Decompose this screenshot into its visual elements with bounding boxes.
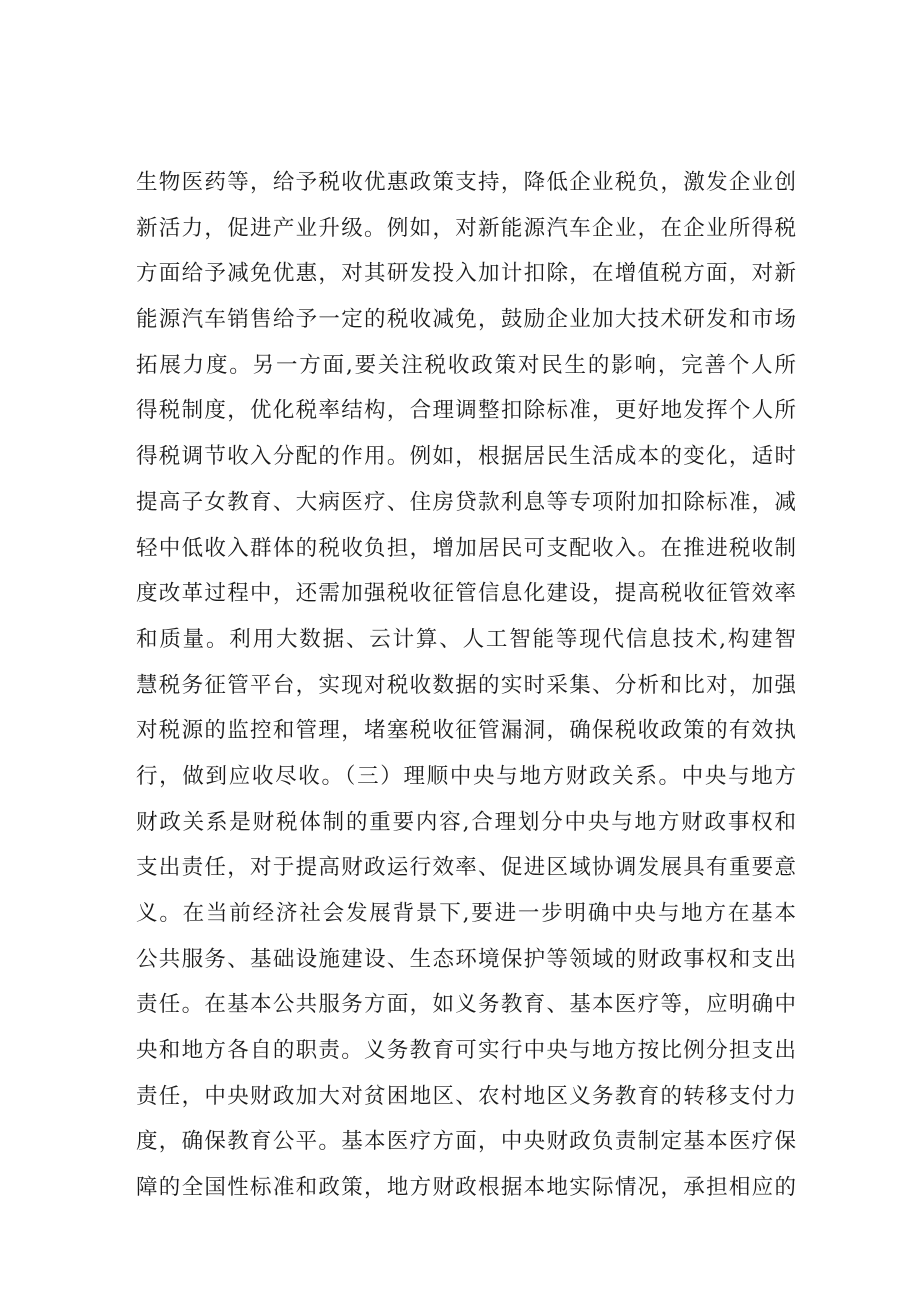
text-line: 新活力，促进产业升级。例如，对新能源汽车企业，在企业所得税 xyxy=(136,215,796,241)
text-line: 慧税务征管平台，实现对税收数据的实时采集、分析和比对，加强 xyxy=(136,672,796,698)
text-line: 义。在当前经济社会发展背景下,要进一步明确中央与地方在基本 xyxy=(136,901,796,926)
body-paragraph xyxy=(136,160,796,1211)
text-line: 得税调节收入分配的作用。例如，根据居民生活成本的变化，适时 xyxy=(136,444,796,470)
text-line: 和质量。利用大数据、云计算、人工智能等现代信息技术,构建智 xyxy=(136,626,796,652)
text-line: 公共服务、基础设施建设、生态环境保护等领域的财政事权和支出 xyxy=(136,946,796,972)
text-line: 轻中低收入群体的税收负担，增加居民可支配收入。在推进税收制 xyxy=(136,535,796,561)
text-line: 责任，中央财政加大对贫困地区、农村地区义务教育的转移支付力 xyxy=(136,1083,796,1109)
text-line: 度改革过程中，还需加强税收征管信息化建设，提高税收征管效率 xyxy=(136,581,796,607)
text-line: 责任。在基本公共服务方面，如义务教育、基本医疗等，应明确中 xyxy=(136,992,796,1018)
text-line: 拓展力度。另一方面,要关注税收政策对民生的影响，完善个人所 xyxy=(136,352,796,378)
text-line: 央和地方各自的职责。义务教育可实行中央与地方按比例分担支出 xyxy=(136,1038,796,1064)
text-line: 行，做到应收尽收。（三）理顺中央与地方财政关系。中央与地方 xyxy=(136,763,796,789)
text-line: 支出责任，对于提高财政运行效率、促进区域协调发展具有重要意 xyxy=(136,855,796,881)
text-line: 能源汽车销售给予一定的税收减免，鼓励企业加大技术研发和市场 xyxy=(136,307,796,333)
text-line: 生物医药等，给予税收优惠政策支持，降低企业税负，激发企业创 xyxy=(136,170,796,195)
text-line: 财政关系是财税体制的重要内容,合理划分中央与地方财政事权和 xyxy=(136,809,796,835)
text-line: 得税制度，优化税率结构，合理调整扣除标准，更好地发挥个人所 xyxy=(136,398,796,424)
text-line: 对税源的监控和管理，堵塞税收征管漏洞，确保税收政策的有效执 xyxy=(136,718,796,744)
text-line: 障的全国性标准和政策，地方财政根据本地实际情况，承担相应的 xyxy=(136,1175,796,1201)
text-line: 方面给予减免优惠，对其研发投入加计扣除，在增值税方面，对新 xyxy=(136,261,796,287)
text-line: 提高子女教育、大病医疗、住房贷款利息等专项附加扣除标准，减 xyxy=(136,489,796,515)
text-line: 度，确保教育公平。基本医疗方面，中央财政负责制定基本医疗保 xyxy=(136,1129,796,1155)
